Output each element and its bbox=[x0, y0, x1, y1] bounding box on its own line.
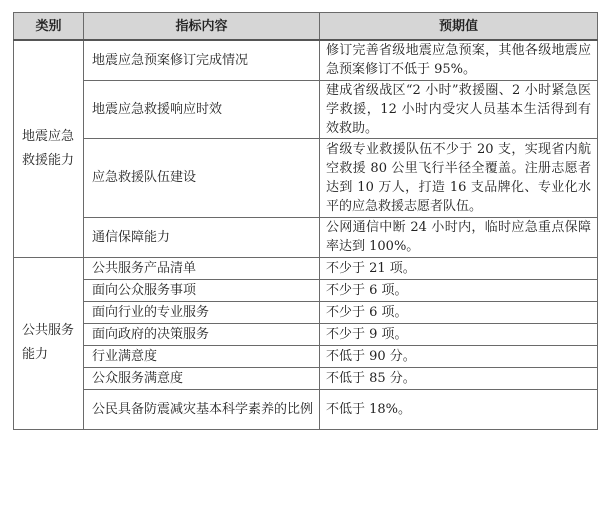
value-cell: 省级专业救援队伍不少于 20 支，实现省内航空救援 80 公里飞行半径全覆盖。注册志愿者达到 10 万人，打造 16 支品牌化、专业化水平的应急救援志愿者队伍。 bbox=[320, 138, 598, 217]
indicator-cell: 面向公众服务事项 bbox=[84, 279, 320, 301]
table-row bbox=[14, 217, 598, 257]
value-cell: 建成省级战区“2 小时”救援圈、2 小时紧急医学救援，12 小时内受灾人员基本生活得到有效救助。 bbox=[320, 80, 598, 138]
table-row bbox=[14, 301, 598, 323]
value-cell: 修订完善省级地震应急预案，其他各级地震应急预案修订不低于 95%。 bbox=[320, 40, 598, 80]
header-expected: 预期值 bbox=[320, 13, 598, 41]
value-cell: 不少于 6 项。 bbox=[320, 301, 598, 323]
table-row bbox=[14, 345, 598, 367]
table-row bbox=[14, 257, 598, 279]
indicator-table bbox=[13, 12, 598, 430]
value-cell: 不低于 90 分。 bbox=[320, 345, 598, 367]
indicator-cell: 地震应急救援响应时效 bbox=[84, 80, 320, 138]
header-indicator: 指标内容 bbox=[84, 13, 320, 41]
table-row bbox=[14, 367, 598, 389]
value-cell: 不少于 9 项。 bbox=[320, 323, 598, 345]
indicator-cell: 公共服务产品清单 bbox=[84, 257, 320, 279]
value-cell: 不少于 6 项。 bbox=[320, 279, 598, 301]
indicator-cell: 地震应急预案修订完成情况 bbox=[84, 40, 320, 80]
category-cell: 地震应急救援能力 bbox=[14, 40, 84, 257]
header-category: 类别 bbox=[14, 13, 84, 41]
value-cell: 不少于 21 项。 bbox=[320, 257, 598, 279]
value-cell: 不低于 85 分。 bbox=[320, 367, 598, 389]
indicator-cell: 公民具备防震减灾基本科学素养的比例 bbox=[84, 389, 320, 429]
table-row bbox=[14, 389, 598, 429]
category-cell: 公共服务能力 bbox=[14, 257, 84, 429]
table-row bbox=[14, 279, 598, 301]
indicator-cell: 行业满意度 bbox=[84, 345, 320, 367]
table-row bbox=[14, 138, 598, 217]
table-row bbox=[14, 40, 598, 80]
indicator-cell: 通信保障能力 bbox=[84, 217, 320, 257]
header-row bbox=[14, 13, 598, 41]
indicator-cell: 面向行业的专业服务 bbox=[84, 301, 320, 323]
indicator-cell: 面向政府的决策服务 bbox=[84, 323, 320, 345]
indicator-cell: 公众服务满意度 bbox=[84, 367, 320, 389]
value-cell: 公网通信中断 24 小时内，临时应急重点保障率达到 100%。 bbox=[320, 217, 598, 257]
value-cell: 不低于 18%。 bbox=[320, 389, 598, 429]
indicator-cell: 应急救援队伍建设 bbox=[84, 138, 320, 217]
table-row bbox=[14, 80, 598, 138]
table-row bbox=[14, 323, 598, 345]
